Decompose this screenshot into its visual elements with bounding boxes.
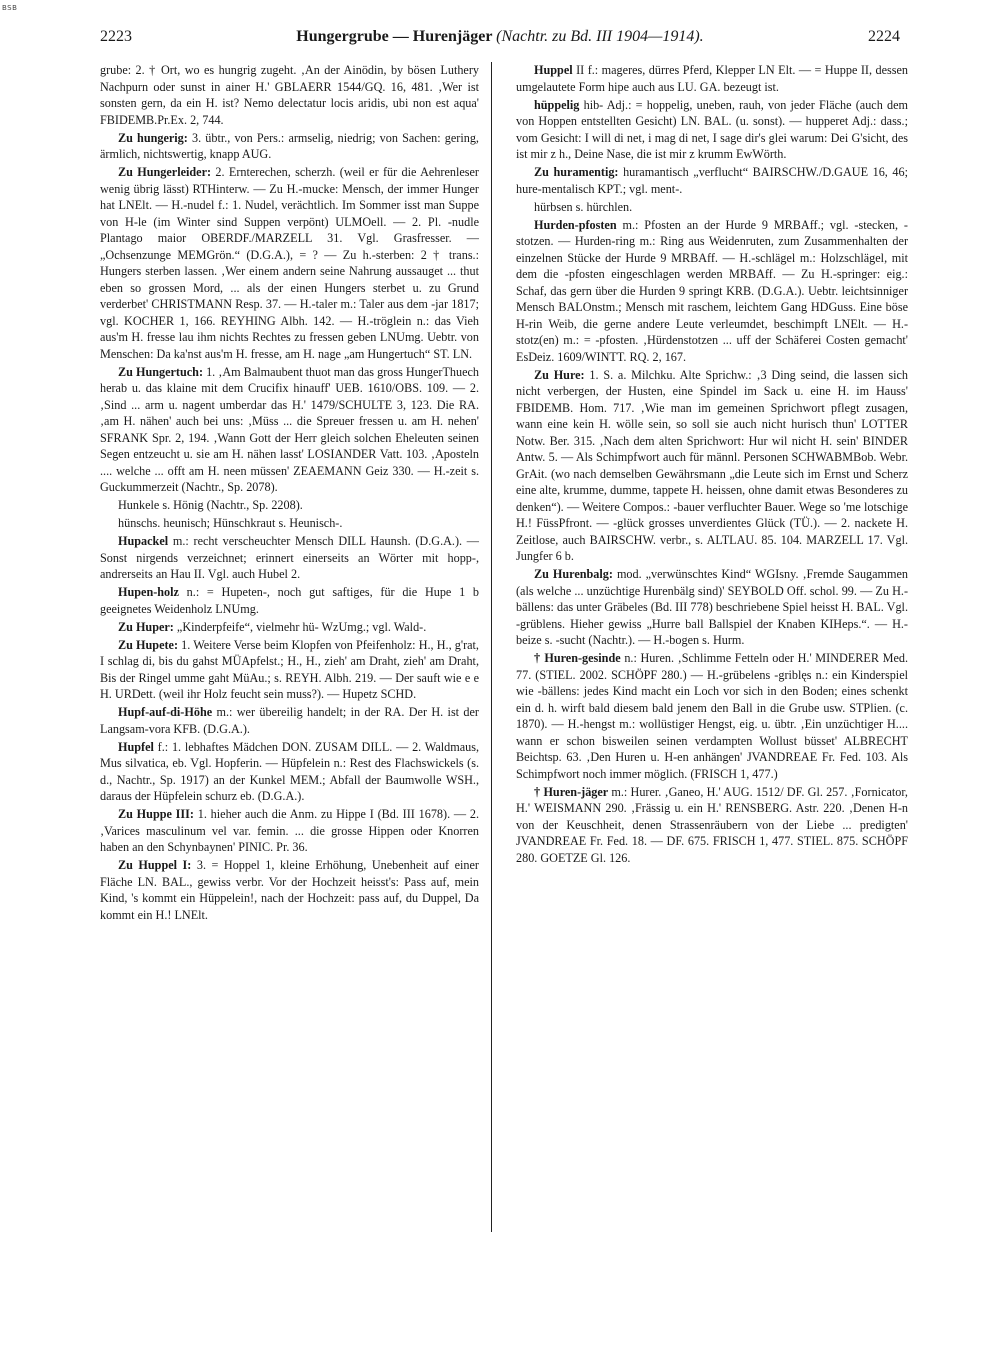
dictionary-entry: [100, 130, 479, 163]
dictionary-entry: [100, 164, 479, 362]
running-title-sub: (Nachtr. zu Bd. III 1904—1914).: [496, 28, 704, 45]
entry-lemma: Zu Huppel I:: [118, 858, 192, 872]
dictionary-entry: [516, 97, 908, 163]
entry-lemma: Hupen-holz: [118, 585, 179, 599]
dictionary-entry: [100, 806, 479, 856]
entry-lemma: Zu Hurenbalg:: [534, 567, 613, 581]
entry-lemma: Zu hungerig:: [118, 130, 188, 145]
entry-text: m.: Pfosten an der Hurde 9 MRBAff.; vgl. -stecken, -stotzen. — Hurden-ring m.: Ring aus Weidenruten, zum Zusammenhalten der einzelnen Stücke der Hurde 9 MRBAff. — H.-schlägel m.: Holzschlägel, mit dem die -pfosten eingeschlagen werden MRBAff. — Zu H.-springer: eig.: Schaf, das gern über die Hurden 9 springt KRB. (D.G.A.). Uebtr. leichtsinniger Mensch BALOnstm.; Mensch mit raschem, leichtem Gang HDGuss. Eine böse H-rin Weib, die gerne andere Leute verleumdet, beschimpft LNElt. — H.-stotz(en) m.: = -pfosten. ‚Hürdenstotzen ... uff der Schäferei Costen gemacht' EsDeiz. 1609/WINTT. RQ. 2, 167.: [516, 217, 908, 364]
entry-text: m.: recht verscheuchter Mensch DILL Haunsh. (D.G.A.). — Sonst nirgends verzeichnet; erinnert einerseits an Wörter mit hopp-, andrerseits an Hau II. Vgl. auch Hubel 2.: [100, 534, 479, 581]
dictionary-entry: [516, 199, 908, 216]
right-column: [516, 62, 908, 1232]
dictionary-entry: [516, 784, 908, 867]
dictionary-entry: [100, 364, 479, 496]
entry-lemma: Hupf-auf-di-Höhe: [118, 705, 213, 719]
entry-text: grube: 2. † Ort, wo es hungrig zugeht. ‚An der Ainödin, by bösen Luthery Nachpurn oder sunst in ainer H.' GBLAERR 1544/GQ. 16, 481. ‚Wer ist sonsten gern, da ein H. ist? Nemo delectatur locis aridis, ubi non est aqua' FBIDEMB.Pr.Ex. 2, 744.: [100, 63, 479, 127]
entry-text: mod. „verwünschtes Kind“ WGIsny. ‚Fremde Saugammen (als welche ... unzüchtige Hurenbälg sind)' SEYBOLD Off. schol. 99. — Zu H.-bällens: das unter Gräbeles (Bd. III 778) beschriebene Spiel heisst H. BAL. Vgl. -grüblens. Hieher gewiss „Hurre ball Ballspiel der Knaben KIHeps.“. — H.-beize s. -sucht (Nachtr.). — H.-bogen s. Hurm.: [516, 567, 908, 647]
dictionary-entry: [100, 857, 479, 923]
entry-lemma: Zu huramentig:: [534, 165, 619, 179]
dictionary-entry: [100, 497, 479, 514]
dictionary-entry: [516, 217, 908, 366]
dictionary-entry: [516, 367, 908, 565]
running-title-main: Hungergrube — Hurenjäger: [296, 28, 493, 45]
entry-text: hib- Adj.: = hoppelig, uneben, rauh, von jeder Fläche (auch dem von Hoppen entstellten Gesicht) LN. BAL. (u. sonst). — hupperet Adj.: dass.; vom Gesicht: I will di net, i mag di net, I sage dir's glei warum: Dei G'sicht, des ist mir z h., Deine Nase, die ist mir z krumm EwWörth.: [516, 97, 908, 161]
entry-text: huramantisch „verflucht“ BAIRSCHW./D.GAUE 16, 46; hure-mentalisch KPT.; vgl. ment-.: [516, 165, 908, 196]
entry-text: n.: Huren. ‚Schlimme Fetteln oder H.' MINDERER Med. 77. (STIEL. 2002. SCHÖPF 280.) — H.-grübelens -griblęs n.: ein Kinderspiel wie -bällens: jedes Kind macht ein Loch vor sich in den Boden; eines schenkt ein d. h. wirft bald diesem bald jenem den Ball in die Grube usw. STPlien. (c. 1870). — H.-hengst m.: wollüstiger Hengst, eig. u. übtr. ‚Ein unzüchtiger H.... wann er schon bisweilen seinen verdampten Wollust büsset' ALBRECHT Beichtsp. 63. ‚Den Huren u. H-en anhängen' JVANDREAE Fr. Fed. 103. Als Schimpfwort noch immer möglich. (FRISCH 1, 477.): [516, 651, 908, 781]
entry-text: Hunkele s. Hönig (Nachtr., Sp. 2208).: [118, 498, 303, 512]
entry-text: II f.: mageres, dürres Pferd, Klepper LN Elt. — = Huppe II, dessen umgelautete Form hipe auch aus LU. GA. bezeugt ist.: [516, 63, 908, 94]
entry-text: 1. ‚Am Balmaubent thuot man das gross HungerThuech herab u. das klaine mit dem Crucifix hinauff' UEB. 1610/OBS. 109. — 2. ‚Sind ... arm u. nagent umberdar das H.' 1479/SCHULTE 3, 123. Die RA. ‚am H. nähen' auch bei uns: ‚Müss ... die Spreuer fressen u. am H. nehen' SFRANK Spr. 2, 194. ‚Wann Gott der Herr gleich solchen Eheleuten seinen Segen entzeucht u. sie am H. nähen lasst' LOSIANDER Vatt. 103. ‚Aposteln .... welche ... offt am H. neen müssen' ZEAEMANN Geiz 330. — H.-zeit s. Guckummerzeit (Nachtr., Sp. 2078).: [100, 364, 479, 494]
entry-text: 1. hieher auch die Anm. zu Hippe I (Bd. III 1678). — 2. ‚Varices masculinum vel var. femin. ... die grosse Hippen oder Knorren haben an den Schynbaynen' PINIC. Pr. 36.: [100, 807, 479, 854]
entry-lemma: hüppelig: [534, 97, 580, 112]
dictionary-entry: [100, 704, 479, 737]
entry-lemma: † Huren-jäger: [534, 784, 609, 799]
entry-text: 2. Ernterechen, scherzh. (weil er für die Aehrenleser wenig übrig lässt) RTHinterw. — Zu H.-mucke: Mensch, der immer Hunger hat LNElt. — H.-nudel f.: 1. Nudel, verächtlich. Im Sommer isst man Suppe von H-le (im Winter sind Suppen verpönt) ULMOell. — 2. Pl. -nudle Plantago maior OBERDF./MARZELL 31. Vgl. Grasfresser. — „Ochsenzunge MEMGrön.“ (D.G.A.), = ? — Zu h.-sterben: 2 † trans.: Hungers sterben lassen. ‚Wer einem andern seine Nahrung aussauget ... thut eben so grossen Mord, ... als der einen Hungers sterbet u. zu Grund verderbet' CHRISTMANN Resp. 37. — H.-taler m.: Taler aus dem -jar 1817; vgl. KOCHER 1, 166. REYHING Albh. 142. — H.-tröglein n.: das Vieh aus'm H. fresse lau ihm nichts Rechtes zu fressen geben LNUmg. Uebtr. von Menschen: Da ka'nst aus'm H. fresse, am H. nage „am Hungertuch“ ST. LN.: [100, 165, 479, 361]
entry-lemma: Zu Huper:: [118, 619, 174, 634]
dictionary-entry: [516, 650, 908, 782]
entry-lemma: Zu Hungertuch:: [118, 364, 204, 379]
entry-lemma: † Huren-gesinde: [534, 651, 621, 665]
left-column: [100, 62, 492, 1232]
dictionary-entry: [100, 533, 479, 583]
entry-lemma: Hupfel: [118, 739, 154, 754]
dictionary-entry: [100, 619, 479, 636]
dictionary-entry: [516, 62, 908, 95]
dictionary-entry: [100, 637, 479, 703]
dictionary-entry: [100, 515, 479, 532]
entry-text: 3. übtr., von Pers.: armselig, niedrig; von Sachen: gering, ärmlich, nichtswertig, knapp AUG.: [100, 130, 479, 161]
dictionary-entry: [516, 164, 908, 197]
entry-text: m.: wer übereilig handelt; in der RA. Der H. ist der Langsam-vora KFB. (D.G.A.).: [100, 705, 479, 736]
entry-text: f.: 1. lebhaftes Mädchen DON. ZUSAM DILL. — 2. Waldmaus, Mus silvatica, eb. Vgl. Hopferin. — Hüpfelein n.: Rest des Flachswickels (s. d., Nachtr., Sp. 1917) an der Kunkel MEM.; Abfall der Baumwolle WSH., daraus der Hüpfelein schurz eb. (D.G.A.).: [100, 739, 479, 803]
entry-text: n.: = Hupeten-, noch gut saftiges, für die Hupe 1 b geeignetes Weidenholz LNUmg.: [100, 585, 479, 616]
running-title: [100, 28, 900, 46]
entry-lemma: Zu Hure:: [534, 367, 585, 382]
entry-lemma: Hupackel: [118, 534, 169, 548]
entry-text: hünschs. heunisch; Hünschkraut s. Heunisch-.: [118, 516, 343, 530]
dictionary-entry: [100, 584, 479, 617]
entry-text: 1. S. a. Milchku. Alte Sprichw.: ‚3 Ding seind, die lassen sich nicht verbergen, der Husten, eine Spindel im Sack u. eine H. im Hauss' FBIDEMB. Hom. 717. ‚Wie man im gemeinen Sprichwort pflegt zusagen, wann eine kein H. wölle sein, so soll sie auch nicht hurisch thun' LOTTER Notw. Ber. 315. ‚Nach dem alten Sprichwort: Hur wil nicht H. sein' BINDER Antw. 5. — Als Schimpfwort auch für männl. Personen SCHWABMBob. Webr. GrAit. (wo nach demselben Gewährsmann „die Leute sich im Ernst und Scherz eine alte, krumme, dumme, tappete H. heissen, ohne damit etwas Besonderes zu denken“). — Weitere Compos.: -bauer verfluchter Bauer. Wege so 'me lotschige H.! FüssPfront. — -glück grosses unverdientes Glück (TÜ.). — 2. nackete H. Zeitlose, auch BAIRSCHW. verbr., s. ALTLAU. 85. 104. MARZELL 17. Vgl. Jungfer 6 b.: [516, 367, 908, 563]
entry-text: 3. = Hoppel 1, kleine Erhöhung, Unebenheit auf einer Fläche LN. BAL., gewiss verbr. Vor der Hochzeit heisst's: Pass auf, mein Kind, 's kommt ein Hüppelein!, nach der Hochzeit: pass auf, du Duppel, Da kommt ein H.! LNElt.: [100, 858, 479, 922]
dictionary-entry: [100, 62, 479, 128]
page-number-left: 2223: [100, 28, 132, 45]
entry-lemma: Zu Huppe III:: [118, 807, 194, 821]
page-number-right: 2224: [868, 28, 900, 45]
entry-lemma: Zu Hungerleider:: [118, 165, 212, 179]
entry-text: „Kinderpfeife“, vielmehr hü- WzUmg.; vgl. Wald-.: [173, 619, 427, 634]
dictionary-entry: [100, 739, 479, 805]
entry-lemma: Hurden-pfosten: [534, 217, 617, 232]
entry-text: m.: Hurer. ‚Ganeo, H.' AUG. 1512/ DF. Gl. 257. ‚Fornicator, H.' WEISMANN 290. ‚Frässig u. ein H.' RENSBERG. Astr. 220. ‚Denen H-n von der Keuschheit, denen Strassenräubern von der Liebe ... predigten' JVANDREAE Fr. Fed. 18. — DF. 675. FRISCH 1, 477. STIEL. 875. SCHÖPF 280. GOETZE Gl. 126.: [516, 784, 908, 865]
dictionary-entry: [516, 566, 908, 649]
dictionary-body: [100, 62, 908, 1232]
entry-text: hürbsen s. hürchlen.: [534, 199, 633, 214]
running-header: [100, 22, 900, 50]
entry-lemma: Zu Hupete:: [118, 637, 179, 652]
entry-lemma: Huppel: [534, 63, 573, 77]
library-stamp: BSB: [2, 4, 18, 12]
entry-text: 1. Weitere Verse beim Klopfen von Pfeifenholz: H., H., g'rat, I schlag di, bis du gahst MÜApfelst.; H., H., zieh' am Draht, zieh' am Draht, Bis der Ringel umme gaht MüAu.; s. REYH. Albh. 219. — Der sauft wie e e H. URDett. (weil ihr Holz feucht sein muss?). — Hupetz SCHD.: [100, 637, 479, 701]
